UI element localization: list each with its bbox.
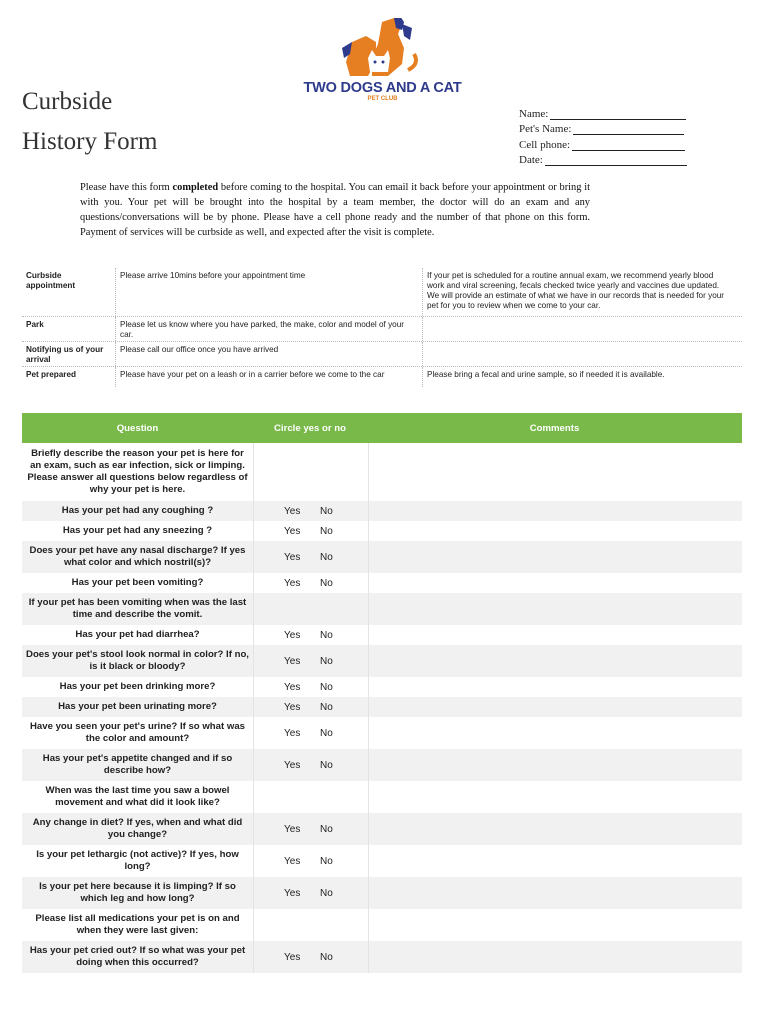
date-field[interactable] [519,151,687,167]
comments-cell[interactable] [368,697,742,717]
header-comments: Comments [529,422,580,434]
field-line[interactable] [550,108,686,120]
yes-option[interactable]: Yes [284,823,301,835]
instruction-label: Curbside appointment [26,271,76,290]
no-option[interactable]: No [320,525,333,537]
question-text: If your pet has been vomiting when was the last time and describe the vomit. [28,597,247,620]
instruction-label: Notifying us of your arrival [26,345,104,364]
field-line[interactable] [545,154,687,166]
question-text: When was the last time you saw a bowel movement and what did it look like? [45,785,230,808]
question-text: Has your pet had any coughing ? [61,505,214,516]
comments-cell[interactable] [368,781,742,813]
table-row [22,501,742,521]
yes-no-cell[interactable] [253,645,368,677]
question-text: Has your pet been drinking more? [59,681,216,692]
yes-option[interactable]: Yes [284,727,301,739]
instruction-note [422,342,736,366]
no-option[interactable]: No [320,823,333,835]
no-option[interactable]: No [320,855,333,867]
intro-emphasis: completed [172,182,219,193]
yes-no-cell [253,909,368,941]
table-row [22,717,742,749]
instruction-row [22,367,742,387]
table-row [22,677,742,697]
comments-cell[interactable] [368,941,742,973]
table-row [22,573,742,593]
yes-no-cell[interactable] [253,813,368,845]
question-text: Any change in diet? If yes, when and what did you change? [32,817,243,840]
question-text: Has your pet had any sneezing ? [62,525,213,536]
instruction-row [22,268,742,317]
table-row [22,625,742,645]
comments-cell[interactable] [368,677,742,697]
intro-paragraph [80,180,590,240]
comments-cell[interactable] [368,573,742,593]
yes-no-cell[interactable] [253,521,368,541]
no-option[interactable]: No [320,701,333,713]
yes-option[interactable]: Yes [284,629,301,641]
header-question: Question [116,422,159,434]
no-option[interactable]: No [320,681,333,693]
no-option[interactable]: No [320,505,333,517]
question-text: Does your pet have any nasal discharge? If yes what color and which nostril(s)? [29,545,246,568]
instruction-text: Please have your pet on a leash or in a carrier before we come to the car [115,367,422,387]
comments-cell[interactable] [368,717,742,749]
question-text: Have you seen your pet's urine? If so what was the color and amount? [29,721,245,744]
yes-option[interactable]: Yes [284,681,301,693]
table-row [22,909,742,941]
instruction-note [422,317,736,341]
instruction-note: If your pet is scheduled for a routine annual exam, we recommend yearly blood work and viral screening, fecals checked twice yearly and vaccines due updated. We will provide an estimate of what we have in our records that is needed for your pet for you to review when we come to your car. [422,268,736,316]
form-title-line2: History Form [22,128,158,155]
question-text: Has your pet cried out? If so what was your pet doing when this occurred? [29,945,246,968]
table-row [22,781,742,813]
table-row [22,443,742,501]
instruction-label: Pet prepared [26,370,77,379]
yes-option[interactable]: Yes [284,655,301,667]
yes-no-cell[interactable] [253,845,368,877]
comments-cell[interactable] [368,443,742,501]
table-body [22,443,742,973]
instruction-label: Park [26,320,44,329]
instruction-row [22,317,742,342]
comments-cell[interactable] [368,521,742,541]
intro-text-end: before coming to the hospital. You can email it back before your appointment or bring it with you. Your pet will be brought into the hospital by a team member, the doctor will do an exam and any questions/conversations will be by phone. Please have a cell phone ready and the number of that phone on this form. Payment of services will be curbside as well, and expected after the visit is complete. [80,182,591,238]
history-questions-table [22,413,742,973]
instruction-note: Please bring a fecal and urine sample, so if needed it is available. [422,367,736,387]
yes-no-cell [253,781,368,813]
yes-option[interactable]: Yes [284,525,301,537]
name-field[interactable] [519,104,687,120]
no-option[interactable]: No [320,551,333,563]
logo [300,18,465,108]
table-row [22,845,742,877]
field-line[interactable] [573,123,684,135]
pets-logo-icon [338,18,426,80]
comments-cell[interactable] [368,813,742,845]
yes-option[interactable]: Yes [284,951,301,963]
field-label: Cell phone: [519,138,571,151]
table-header [22,413,742,443]
question-text: Is your pet lethargic (not active)? If yes, how long? [36,849,239,872]
no-option[interactable]: No [320,727,333,739]
no-option[interactable]: No [320,759,333,771]
comments-cell[interactable] [368,501,742,521]
yes-option[interactable]: Yes [284,505,301,517]
no-option[interactable]: No [320,887,333,899]
yes-option[interactable]: Yes [284,759,301,771]
table-row [22,941,742,973]
field-label: Name: [519,107,549,120]
question-text: Has your pet's appetite changed and if so describe how? [42,753,233,776]
cell-phone-field[interactable] [519,135,687,151]
table-row [22,593,742,625]
table-row [22,749,742,781]
yes-no-cell[interactable] [253,877,368,909]
comments-cell[interactable] [368,625,742,645]
instruction-text: Please let us know where you have parked, the make, color and model of your car. [115,317,422,341]
intro-text-start: Please have this form [80,182,173,193]
field-label: Pet's Name: [519,123,572,135]
yes-no-cell[interactable] [253,677,368,697]
instructions-table [22,268,742,387]
table-row [22,521,742,541]
yes-option[interactable]: Yes [284,577,301,589]
comments-cell[interactable] [368,909,742,941]
instruction-row [22,342,742,367]
header-yes-no: Circle yes or no [274,422,346,434]
comments-cell[interactable] [368,541,742,573]
yes-no-cell[interactable] [253,541,368,573]
yes-no-cell[interactable] [253,697,368,717]
comments-cell[interactable] [368,749,742,781]
yes-no-cell[interactable] [253,625,368,645]
comments-cell[interactable] [368,593,742,625]
brand-name: TWO DOGS AND A CAT [303,80,462,96]
question-text: Please list all medications your pet is on and when they were last given: [35,913,240,936]
yes-no-cell[interactable] [253,573,368,593]
instruction-text: Please call our office once you have arrived [115,342,422,366]
yes-option[interactable]: Yes [284,887,301,899]
yes-option[interactable]: Yes [284,551,301,563]
client-info-fields [519,104,687,166]
question-text: Has your pet been vomiting? [71,577,204,588]
field-label: Date: [519,154,543,166]
table-row [22,697,742,717]
yes-no-cell[interactable] [253,749,368,781]
yes-no-cell[interactable] [253,941,368,973]
brand-subtitle: PET CLUB [367,96,398,102]
question-text: Has your pet been urinating more? [58,701,217,712]
no-option[interactable]: No [320,629,333,641]
no-option[interactable]: No [320,577,333,589]
table-row [22,877,742,909]
instruction-text: Please arrive 10mins before your appointment time [115,268,422,316]
table-row [22,813,742,845]
comments-cell[interactable] [368,845,742,877]
question-text: Briefly describe the reason your pet is here for an exam, such as ear infection, sick or limping. Please answer all questions below regardless of why your pet is here. [27,448,248,495]
form-title-line1: Curbside [22,88,113,115]
yes-option[interactable]: Yes [284,855,301,867]
comments-cell[interactable] [368,645,742,677]
no-option[interactable]: No [320,951,333,963]
comments-cell[interactable] [368,877,742,909]
yes-option[interactable]: Yes [284,701,301,713]
yes-no-cell[interactable] [253,717,368,749]
field-line[interactable] [572,139,685,151]
table-row [22,645,742,677]
pet-name-field[interactable] [519,120,687,136]
question-text: Is your pet here because it is limping? If so which leg and how long? [39,881,236,904]
yes-no-cell [253,593,368,625]
yes-no-cell [253,443,368,501]
table-row [22,541,742,573]
no-option[interactable]: No [320,655,333,667]
question-text: Has your pet had diarrhea? [75,629,200,640]
question-text: Does your pet's stool look normal in color? If no, is it black or bloody? [26,649,249,672]
yes-no-cell[interactable] [253,501,368,521]
